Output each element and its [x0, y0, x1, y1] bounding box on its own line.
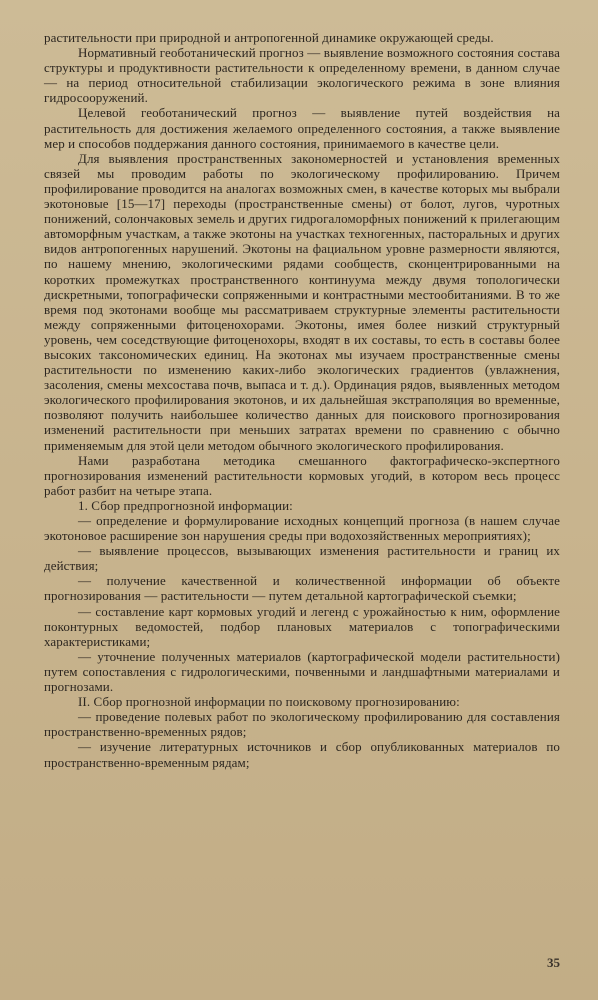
list-item: — определение и формулирование исходных концепций прогноза (в нашем случае экотоновое расширение зон нарушения среды при водохозяйственных мероприятиях); [44, 513, 560, 544]
paragraph-continuation: растительности при природной и антропогенной динамике окружающей среды. [44, 30, 494, 45]
body-text [44, 30, 560, 770]
list-item: — получение качественной и количественной информации об объекте прогнозирования — растительности — путем детальной картографической съемки; [44, 573, 560, 604]
paragraph-ecotones: Для выявления пространственных закономерностей и установления временных связей мы проводим работы по экологическому профилированию. Причем профилирование проводится на аналогах возможных смен, в качестве которых мы выбрали экотоновые [15—17] переходы (пространственные смены) от болот, лугов, чуротных понижений, солончаковых земель и других гидрогаломорфных понижений к прилегающим автоморфным участкам, а также экотоны на участках техногенных, пасторальных и других видов антропогенных нарушений. Экотоны на фациальном уровне размерности являются, по нашему мнению, экологическими рядами сообществ, сконцентрированными на коротких промежутках пространственного континуума между двумя топологически дискретными, топографически сопряженными и контрастными местообитаниями. В то же время под экотонами вообще мы рассматриваем структурные элементы растительности между сопряженными фитоценохорами. Экотоны, имея более низкий структурный уровень, чем соседствующие фитоценохоры, входят в их составы, то есть в составы более высоких таксономических единиц. На экотонах мы изучаем пространственные смены растительности по изменению каких-либо экологических градиентов (увлажнения, засоления, смены мехсостава почв, выпаса и т. д.). Ординация рядов, выявленных методом экологического профилирования экотонов, и их дальнейшая экстраполяция во временные, позволяют получить наибольшее количество данных для поискового прогнозирования изменений растительности при меньших затратах времени по сравнению с обычно применяемым для этой цели методом обычного экологического профилирования. [44, 150, 560, 453]
list-item: — изучение литературных источников и сбор опубликованных материалов по пространственно-временным рядам; [44, 739, 560, 770]
paragraph-methodology: Нами разработана методика смешанного фактографическо-экспертного прогнозирования изменений растительности кормовых угодий, в котором весь процесс работ разбит на четыре этапа. [44, 452, 560, 498]
stage-heading-1: 1. Сбор предпрогнозной информации: [78, 497, 293, 513]
stage-heading-2: II. Сбор прогнозной информации по поисковому прогнозированию: [78, 694, 460, 710]
paragraph-normative-forecast: Нормативный геоботанический прогноз — выявление возможного состояния состава структуры и продуктивности растительности к определенному времени, в данном случае — на период относительной стабилизации экологического режима в зоне влияния гидросооружений. [44, 45, 560, 106]
list-item: — уточнение полученных материалов (картографической модели растительности) путем сопоставления с гидрологическими, почвенными и ландшафтными материалами и прогнозами. [44, 648, 560, 695]
list-item: — выявление процессов, вызывающих изменения растительности и границ их действия; [44, 543, 560, 574]
paragraph-target-forecast: Целевой геоботанический прогноз — выявление путей воздействия на растительность для достижения желаемого определенного состояния, а также выявление мер и способов поддержания данного состояния, принимаемого в качестве цели. [44, 105, 560, 151]
page-number: 35 [547, 955, 560, 970]
list-item: — проведение полевых работ по экологическому профилированию для составления пространственно-временных рядов; [44, 709, 560, 740]
list-item: — составление карт кормовых угодий и легенд с урожайностью к ним, оформление поконтурных ведомостей, подбор плановых материалов с топографическими характеристиками; [44, 603, 560, 649]
